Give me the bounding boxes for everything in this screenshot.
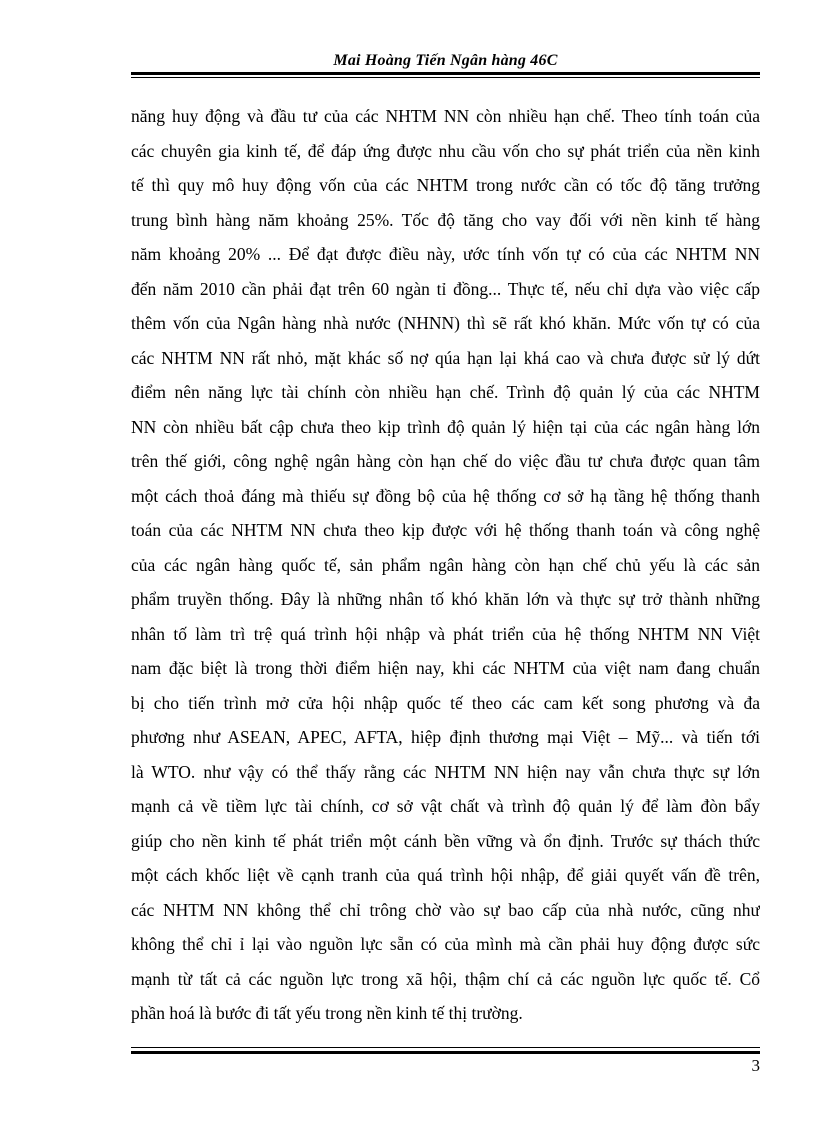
text-line: trên thế giới, công nghệ ngân hàng còn hạn chế do việc đầu tư chưa được quan tâm	[131, 451, 760, 471]
text-line: nhân tố làm trì trệ quá trình hội nhập và phát triển của hệ thống NHTM NN Việt	[131, 623, 760, 644]
text-line: tế thì quy mô huy động vốn của các NHTM trong nước cần có tốc độ tăng trưởng	[131, 175, 760, 195]
text-line: các chuyên gia kinh tế, để đáp ứng được nhu cầu vốn cho sự phát triển của nền kinh	[131, 140, 760, 161]
text-line: bị cho tiến trình mở cửa hội nhập quốc tế theo các cam kết song phương và đa	[131, 692, 760, 713]
text-line: một cách thoả đáng mà thiếu sự đồng bộ của hệ thống cơ sở hạ tầng hệ thống thanh	[131, 485, 760, 506]
body-paragraph	[131, 99, 760, 1031]
page-number: 3	[751, 1056, 760, 1075]
text-line: năng huy động và đầu tư của các NHTM NN còn nhiều hạn chế. Theo tính toán của	[131, 106, 760, 126]
text-line: năm khoảng 20% ... Để đạt được điều này, ước tính vốn tự có của các NHTM NN	[131, 244, 760, 264]
text-line: của các ngân hàng quốc tế, sản phẩm ngân hàng còn hạn chế chủ yếu là các sản	[131, 554, 760, 575]
text-line: phương như ASEAN, APEC, AFTA, hiệp định thương mại Việt – Mỹ... và tiến tới	[131, 727, 760, 747]
text-line: trung bình hàng năm khoảng 25%. Tốc độ tăng cho vay đối với nền kinh tế hàng	[131, 209, 760, 230]
text-line: giúp cho nền kinh tế phát triển một cánh bền vững và ổn định. Trước sự thách thức	[131, 830, 760, 851]
text-line: một cách khốc liệt về cạnh tranh của quá trình hội nhập, để giải quyết vấn đề trên,	[131, 865, 760, 885]
text-line: mạnh cả về tiềm lực tài chính, cơ sở vật chất và trình độ quản lý để làm đòn bẩy	[131, 796, 760, 816]
text-line: đến năm 2010 cần phải đạt trên 60 ngàn tỉ đồng... Thực tế, nếu chỉ dựa vào việc cấp	[131, 278, 760, 299]
text-line: không thể chỉ ỉ lại vào nguồn lực sẵn có của mình mà cần phải huy động được sức	[131, 934, 760, 954]
page-header-title: Mai Hoàng Tiến Ngân hàng 46C	[333, 52, 558, 69]
text-line: toán của các NHTM NN chưa theo kịp được với hệ thống thanh toán và công nghệ	[131, 520, 760, 540]
text-line: điểm nên năng lực tài chính còn nhiều hạn chế. Trình độ quản lý của các NHTM	[131, 382, 760, 402]
text-line: phẩm truyền thống. Đây là những nhân tố khó khăn lớn và thực sự trở thành những	[131, 589, 760, 609]
footer-divider-thick	[131, 1051, 760, 1054]
text-line: là WTO. như vậy có thể thấy rằng các NHTM NN hiện nay vẫn chưa thực sự lớn	[131, 761, 760, 782]
header-divider-thick	[131, 72, 760, 75]
text-line: các NHTM NN rất nhỏ, mặt khác số nợ qúa hạn lại khá cao và chưa được sử lý dứt	[131, 347, 760, 368]
text-line: NN còn nhiều bất cập chưa theo kịp trình độ quản lý hiện tại của các ngân hàng lớn	[131, 416, 760, 437]
footer-divider-thin	[131, 1047, 760, 1048]
text-line: mạnh từ tất cả các nguồn lực trong xã hội, thậm chí cả các nguồn lực quốc tế. Cổ	[131, 968, 760, 989]
text-line-last: phần hoá là bước đi tất yếu trong nền kinh tế thị trường.	[131, 1003, 523, 1023]
text-line: các NHTM NN không thể chỉ trông chờ vào sự bao cấp của nhà nước, cũng như	[131, 899, 760, 920]
text-line: thêm vốn của Ngân hàng nhà nước (NHNN) thì sẽ rất khó khăn. Mức vốn tự có của	[131, 313, 760, 333]
header-divider-thin	[131, 77, 760, 78]
text-line: nam đặc biệt là trong thời điểm hiện nay, khi các NHTM của việt nam đang chuẩn	[131, 658, 760, 678]
